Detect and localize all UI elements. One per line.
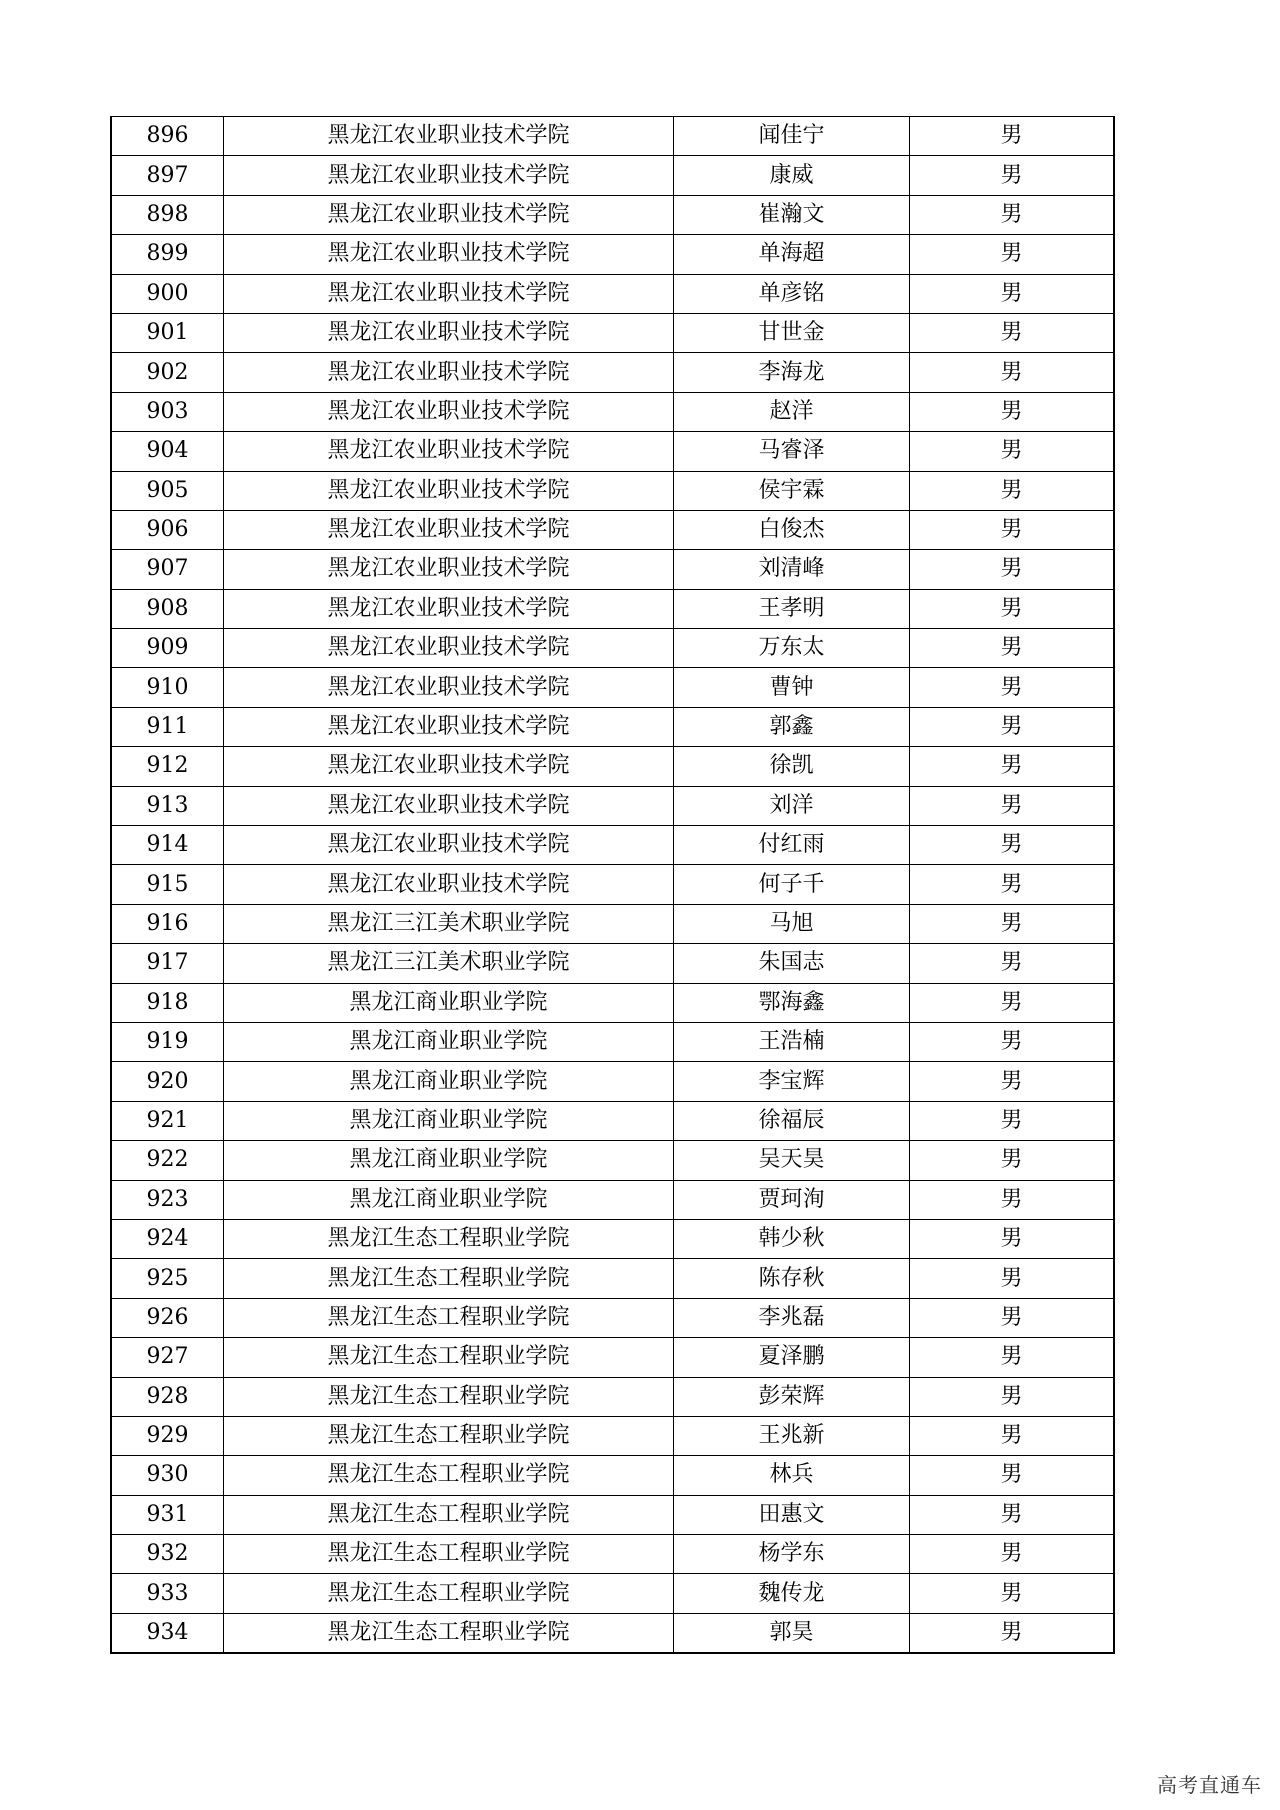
row-number-cell: 908 — [111, 589, 224, 628]
student-name-cell: 单彦铭 — [674, 274, 910, 313]
gender-cell: 男 — [910, 117, 1115, 156]
gender-cell: 男 — [910, 1613, 1115, 1653]
school-cell: 黑龙江商业职业学院 — [224, 1141, 674, 1180]
gender-cell: 男 — [910, 313, 1115, 352]
row-number-cell: 915 — [111, 865, 224, 904]
student-name-cell: 徐凯 — [674, 747, 910, 786]
table-row — [111, 826, 1114, 865]
school-cell: 黑龙江生态工程职业学院 — [224, 1377, 674, 1416]
table-row — [111, 510, 1114, 549]
student-name-cell: 徐福辰 — [674, 1101, 910, 1140]
school-cell: 黑龙江农业职业技术学院 — [224, 668, 674, 707]
school-cell: 黑龙江农业职业技术学院 — [224, 589, 674, 628]
table-row — [111, 1613, 1114, 1653]
gender-cell: 男 — [910, 589, 1115, 628]
student-name-cell: 田惠文 — [674, 1495, 910, 1534]
student-name-cell: 刘洋 — [674, 786, 910, 825]
gender-cell: 男 — [910, 1141, 1115, 1180]
student-name-cell: 韩少秋 — [674, 1219, 910, 1258]
student-name-cell: 杨学东 — [674, 1535, 910, 1574]
table-row — [111, 353, 1114, 392]
school-cell: 黑龙江生态工程职业学院 — [224, 1338, 674, 1377]
school-cell: 黑龙江农业职业技术学院 — [224, 156, 674, 195]
table-row — [111, 786, 1114, 825]
gender-cell: 男 — [910, 550, 1115, 589]
school-cell: 黑龙江农业职业技术学院 — [224, 471, 674, 510]
row-number-cell: 928 — [111, 1377, 224, 1416]
table-row — [111, 904, 1114, 943]
gender-cell: 男 — [910, 156, 1115, 195]
school-cell: 黑龙江农业职业技术学院 — [224, 353, 674, 392]
row-number-cell: 923 — [111, 1180, 224, 1219]
table-row — [111, 589, 1114, 628]
student-name-cell: 李兆磊 — [674, 1298, 910, 1337]
student-name-cell: 彭荣辉 — [674, 1377, 910, 1416]
row-number-cell: 911 — [111, 707, 224, 746]
row-number-cell: 920 — [111, 1062, 224, 1101]
row-number-cell: 899 — [111, 235, 224, 274]
gender-cell: 男 — [910, 1338, 1115, 1377]
school-cell: 黑龙江农业职业技术学院 — [224, 865, 674, 904]
school-cell: 黑龙江商业职业学院 — [224, 1062, 674, 1101]
gender-cell: 男 — [910, 1101, 1115, 1140]
student-name-cell: 单海超 — [674, 235, 910, 274]
school-cell: 黑龙江农业职业技术学院 — [224, 117, 674, 156]
student-name-cell: 朱国志 — [674, 944, 910, 983]
gender-cell: 男 — [910, 1416, 1115, 1455]
row-number-cell: 919 — [111, 1022, 224, 1061]
school-cell: 黑龙江生态工程职业学院 — [224, 1535, 674, 1574]
gender-cell: 男 — [910, 707, 1115, 746]
table-row — [111, 707, 1114, 746]
school-cell: 黑龙江生态工程职业学院 — [224, 1259, 674, 1298]
table-row — [111, 1298, 1114, 1337]
row-number-cell: 932 — [111, 1535, 224, 1574]
row-number-cell: 931 — [111, 1495, 224, 1534]
student-name-cell: 王浩楠 — [674, 1022, 910, 1061]
gender-cell: 男 — [910, 432, 1115, 471]
school-cell: 黑龙江生态工程职业学院 — [224, 1574, 674, 1613]
school-cell: 黑龙江农业职业技术学院 — [224, 786, 674, 825]
row-number-cell: 913 — [111, 786, 224, 825]
student-name-cell: 贾珂洵 — [674, 1180, 910, 1219]
gender-cell: 男 — [910, 510, 1115, 549]
school-cell: 黑龙江农业职业技术学院 — [224, 629, 674, 668]
row-number-cell: 917 — [111, 944, 224, 983]
gender-cell: 男 — [910, 1259, 1115, 1298]
table-row — [111, 432, 1114, 471]
student-name-cell: 陈存秋 — [674, 1259, 910, 1298]
table-row — [111, 1456, 1114, 1495]
table-row — [111, 1495, 1114, 1534]
watermark-text: 高考直通车 — [1157, 1773, 1262, 1797]
student-name-cell: 付红雨 — [674, 826, 910, 865]
table-row — [111, 865, 1114, 904]
student-name-cell: 白俊杰 — [674, 510, 910, 549]
gender-cell: 男 — [910, 1456, 1115, 1495]
gender-cell: 男 — [910, 195, 1115, 234]
gender-cell: 男 — [910, 1574, 1115, 1613]
gender-cell: 男 — [910, 1219, 1115, 1258]
school-cell: 黑龙江农业职业技术学院 — [224, 432, 674, 471]
gender-cell: 男 — [910, 274, 1115, 313]
row-number-cell: 906 — [111, 510, 224, 549]
gender-cell: 男 — [910, 1180, 1115, 1219]
row-number-cell: 927 — [111, 1338, 224, 1377]
gender-cell: 男 — [910, 353, 1115, 392]
table-row — [111, 1062, 1114, 1101]
table-row — [111, 983, 1114, 1022]
row-number-cell: 910 — [111, 668, 224, 707]
table-row — [111, 944, 1114, 983]
school-cell: 黑龙江生态工程职业学院 — [224, 1298, 674, 1337]
table-row — [111, 1377, 1114, 1416]
row-number-cell: 897 — [111, 156, 224, 195]
table-row — [111, 313, 1114, 352]
student-name-cell: 王兆新 — [674, 1416, 910, 1455]
table-row — [111, 629, 1114, 668]
school-cell: 黑龙江农业职业技术学院 — [224, 313, 674, 352]
table-row — [111, 274, 1114, 313]
school-cell: 黑龙江农业职业技术学院 — [224, 550, 674, 589]
school-cell: 黑龙江生态工程职业学院 — [224, 1456, 674, 1495]
table-row — [111, 1574, 1114, 1613]
student-name-cell: 林兵 — [674, 1456, 910, 1495]
gender-cell: 男 — [910, 392, 1115, 431]
table-row — [111, 747, 1114, 786]
gender-cell: 男 — [910, 629, 1115, 668]
row-number-cell: 909 — [111, 629, 224, 668]
table-row — [111, 392, 1114, 431]
table-row — [111, 1022, 1114, 1061]
school-cell: 黑龙江农业职业技术学院 — [224, 510, 674, 549]
table-row — [111, 1338, 1114, 1377]
student-name-cell: 康威 — [674, 156, 910, 195]
gender-cell: 男 — [910, 904, 1115, 943]
school-cell: 黑龙江生态工程职业学院 — [224, 1219, 674, 1258]
roster-table-body — [111, 117, 1114, 1654]
school-cell: 黑龙江商业职业学院 — [224, 1180, 674, 1219]
row-number-cell: 934 — [111, 1613, 224, 1653]
gender-cell: 男 — [910, 1022, 1115, 1061]
student-name-cell: 郭鑫 — [674, 707, 910, 746]
student-name-cell: 鄂海鑫 — [674, 983, 910, 1022]
row-number-cell: 898 — [111, 195, 224, 234]
row-number-cell: 918 — [111, 983, 224, 1022]
student-name-cell: 王孝明 — [674, 589, 910, 628]
table-row — [111, 195, 1114, 234]
gender-cell: 男 — [910, 1535, 1115, 1574]
row-number-cell: 914 — [111, 826, 224, 865]
row-number-cell: 901 — [111, 313, 224, 352]
gender-cell: 男 — [910, 1377, 1115, 1416]
table-row — [111, 1535, 1114, 1574]
school-cell: 黑龙江生态工程职业学院 — [224, 1416, 674, 1455]
school-cell: 黑龙江农业职业技术学院 — [224, 392, 674, 431]
row-number-cell: 922 — [111, 1141, 224, 1180]
school-cell: 黑龙江三江美术职业学院 — [224, 944, 674, 983]
school-cell: 黑龙江农业职业技术学院 — [224, 826, 674, 865]
school-cell: 黑龙江三江美术职业学院 — [224, 904, 674, 943]
gender-cell: 男 — [910, 786, 1115, 825]
school-cell: 黑龙江农业职业技术学院 — [224, 195, 674, 234]
table-row — [111, 1259, 1114, 1298]
table-row — [111, 117, 1114, 156]
student-name-cell: 魏传龙 — [674, 1574, 910, 1613]
student-name-cell: 李海龙 — [674, 353, 910, 392]
school-cell: 黑龙江生态工程职业学院 — [224, 1495, 674, 1534]
row-number-cell: 902 — [111, 353, 224, 392]
school-cell: 黑龙江农业职业技术学院 — [224, 235, 674, 274]
table-row — [111, 1416, 1114, 1455]
gender-cell: 男 — [910, 944, 1115, 983]
gender-cell: 男 — [910, 1062, 1115, 1101]
school-cell: 黑龙江商业职业学院 — [224, 1022, 674, 1061]
student-name-cell: 侯宇霖 — [674, 471, 910, 510]
roster-table — [110, 116, 1115, 1654]
student-name-cell: 刘清峰 — [674, 550, 910, 589]
gender-cell: 男 — [910, 668, 1115, 707]
table-row — [111, 1180, 1114, 1219]
student-name-cell: 曹钟 — [674, 668, 910, 707]
student-name-cell: 万东太 — [674, 629, 910, 668]
gender-cell: 男 — [910, 471, 1115, 510]
table-row — [111, 1219, 1114, 1258]
school-cell: 黑龙江农业职业技术学院 — [224, 274, 674, 313]
row-number-cell: 930 — [111, 1456, 224, 1495]
table-row — [111, 550, 1114, 589]
student-name-cell: 闻佳宁 — [674, 117, 910, 156]
student-name-cell: 郭昊 — [674, 1613, 910, 1653]
gender-cell: 男 — [910, 983, 1115, 1022]
row-number-cell: 907 — [111, 550, 224, 589]
row-number-cell: 912 — [111, 747, 224, 786]
table-row — [111, 235, 1114, 274]
student-name-cell: 甘世金 — [674, 313, 910, 352]
table-row — [111, 1141, 1114, 1180]
table-row — [111, 668, 1114, 707]
gender-cell: 男 — [910, 235, 1115, 274]
gender-cell: 男 — [910, 865, 1115, 904]
row-number-cell: 916 — [111, 904, 224, 943]
school-cell: 黑龙江农业职业技术学院 — [224, 707, 674, 746]
row-number-cell: 924 — [111, 1219, 224, 1258]
row-number-cell: 905 — [111, 471, 224, 510]
student-name-cell: 崔瀚文 — [674, 195, 910, 234]
row-number-cell: 896 — [111, 117, 224, 156]
school-cell: 黑龙江农业职业技术学院 — [224, 747, 674, 786]
gender-cell: 男 — [910, 1495, 1115, 1534]
student-name-cell: 何子千 — [674, 865, 910, 904]
table-row — [111, 156, 1114, 195]
row-number-cell: 904 — [111, 432, 224, 471]
student-name-cell: 赵洋 — [674, 392, 910, 431]
school-cell: 黑龙江生态工程职业学院 — [224, 1613, 674, 1653]
row-number-cell: 903 — [111, 392, 224, 431]
student-name-cell: 马旭 — [674, 904, 910, 943]
student-name-cell: 夏泽鹏 — [674, 1338, 910, 1377]
table-row — [111, 471, 1114, 510]
row-number-cell: 925 — [111, 1259, 224, 1298]
row-number-cell: 900 — [111, 274, 224, 313]
gender-cell: 男 — [910, 826, 1115, 865]
school-cell: 黑龙江商业职业学院 — [224, 983, 674, 1022]
row-number-cell: 926 — [111, 1298, 224, 1337]
table-row — [111, 1101, 1114, 1140]
row-number-cell: 933 — [111, 1574, 224, 1613]
gender-cell: 男 — [910, 747, 1115, 786]
row-number-cell: 921 — [111, 1101, 224, 1140]
gender-cell: 男 — [910, 1298, 1115, 1337]
row-number-cell: 929 — [111, 1416, 224, 1455]
student-name-cell: 吴天昊 — [674, 1141, 910, 1180]
student-name-cell: 马睿泽 — [674, 432, 910, 471]
school-cell: 黑龙江商业职业学院 — [224, 1101, 674, 1140]
student-name-cell: 李宝辉 — [674, 1062, 910, 1101]
